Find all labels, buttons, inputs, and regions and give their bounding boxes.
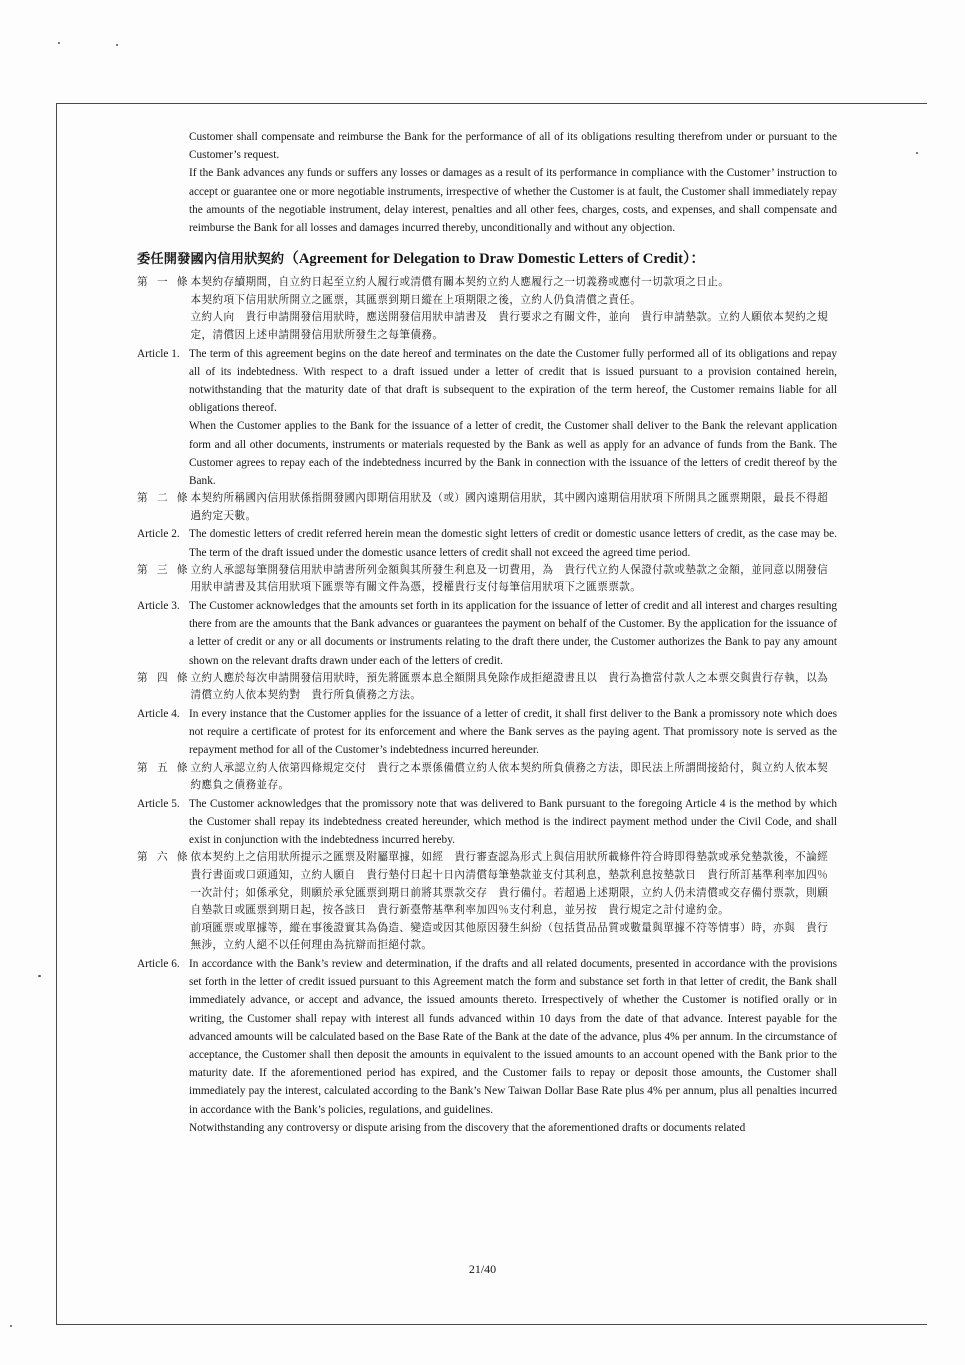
- section-title: [137, 249, 837, 270]
- article-en-paragraph: When the Customer applies to the Bank for the issuance of a letter of credit, the Customer shall deliver to the Bank the relevant application form and all other documents, instruments or materials requested by the Bank as well as apply for an advance of funds from the Bank. The Customer agrees to repay each of the indebtedness incurred by the Bank in connection with the issuance of the letters of credit thereof by the Bank.: [189, 420, 837, 488]
- article-en-paragraph: The term of this agreement begins on the date hereof and terminates on the date the Customer fully performed all of its obligations and repay all of its indebtedness. With respect to a draft issued under a letter of credit that is issued pursuant to a provision contained herein, notwithstanding that the maturity date of that draft is subsequent to the expiration of the term hereof, the Customer remains liable for all obligations thereof.: [189, 347, 837, 415]
- article-zh-paragraph: 立約人向 貴行申請開發信用狀時，應送開發信用狀申請書及 貴行要求之有關文件，並向 貴行申請墊款。立約人願依本契約之規定，清償因上述申請開發信用狀所發生之每筆債務。: [190, 311, 829, 341]
- article-en-paragraph: The domestic letters of credit referred herein mean the domestic sight letters of credit or domestic usance letters of credit, as the case may be. The term of the draft issued under the domestic usance letters of credit shall not exceed the agreed time period.: [189, 528, 837, 559]
- article-en-block: [137, 795, 837, 850]
- article-zh-paragraph: 前項匯票或單據等，縱在事後證實其為偽造、變造或因其他原因發生糾紛（包括貨品品質或數量與單據不符等情事）時，亦與 貴行無涉，立約人絕不以任何理由為抗辯而拒絕付款。: [190, 921, 829, 952]
- article-zh-block: [137, 490, 837, 525]
- article-zh-block: [137, 670, 837, 705]
- article-zh-block: [137, 562, 837, 597]
- article-en-label: Article 2.: [137, 528, 180, 541]
- article-zh-paragraph: 本契約所稱國內信用狀係指開發國內即期信用狀及（或）國內遠期信用狀，其中國內遠期信用狀項下所開具之匯票期限，最長不得超過約定天數。: [190, 492, 829, 522]
- article-zh-label: 第 五 條: [137, 761, 191, 774]
- article-zh-block: [137, 849, 840, 955]
- article-en-paragraph: The Customer acknowledges that the amounts set forth in its application for the issuance of letter of credit and all interest and charges resulting there from are the amounts that the Bank advances or guarantees the payment on behalf of the Customer. By the application for the issuance of a letter of credit or any or all documents or instruments relating to the draft there under, the Customer authorizes the Bank to pay any amount shown on the relevant drafts drawn under each of the letters of credit.: [189, 600, 837, 667]
- article-en-block: [137, 955, 837, 1137]
- article-en-block: [137, 525, 837, 561]
- article-en-paragraph: Notwithstanding any controversy or dispute arising from the discovery that the aforementioned drafts or documents related: [189, 1121, 746, 1134]
- article-en-label: Article 1.: [137, 347, 180, 360]
- article-zh-label: 第 四 條: [137, 671, 191, 684]
- article-zh-paragraph: 立約人應於每次申請開發信用狀時，預先將匯票本息全額開具免除作成拒絕證書且以 貴行為擔當付款人之本票交與貴行存執，以為清償立約人依本契約對 貴行所負債務之方法。: [190, 671, 829, 702]
- page-number: 21/40: [468, 1262, 497, 1276]
- article-en-paragraph: The Customer acknowledges that the promissory note that was delivered to Bank pursuant to the foregoing Article 4 is the method by which the Customer shall repay its indebtedness created hereunder, which method is the indirect payment method under the Civil Code, and shall exist in conjunction with the indebtedness incurred hereby.: [189, 797, 837, 847]
- article-zh-paragraph: 立約人承認每筆開發信用狀申請書所列金額與其所發生利息及一切費用，為 貴行代立約人保證付款或墊款之金額，並同意以開發信用狀申請書及其信用狀項下匯票等有關文件為憑，授權貴行支付每筆信用狀項下之匯票票款。: [190, 563, 829, 594]
- article-zh-label: 第 六 條: [137, 851, 191, 864]
- article-en-paragraph: In accordance with the Bank’s review and determination, if the drafts and all related documents, presented in accordance with the provisions set forth in the letter of credit issued pursuant to this Agreement match the form and substance set forth in that letter of credit, the Bank shall immediately advance, or accept and advance, the issued amounts thereto. Irrespectively of whether the Customer is notified orally or in writing, the Customer shall repay with interest all funds advanced within 10 days from the date of that advance. Interest payable for the advanced amounts will be calculated based on the Base Rate of the Bank at the date of the advance, plus 4% per annum. In the circumstance of acceptance, the Customer shall then deposit the amounts in equivalent to the issued amounts to an account opened with the Bank prior to the maturity date. If the aforementioned period has expired, and the Customer fails to repay or deposit those amounts, the Customer shall immediately pay the interest, calculated according to the Bank’s New Taiwan Dollar Base Rate plus 4% per annum, plus all penalties incurred in accordance with the Bank’s policies, regulations, and guidelines.: [189, 957, 837, 1116]
- intro-paragraph: Customer shall compensate and reimburse the Bank for the performance of all of its obligations resulting therefrom under or pursuant to the Customer’s request.: [189, 131, 837, 162]
- article-zh-block: [137, 760, 837, 795]
- article-zh-paragraph: 本契約存續期間，自立約日起至立約人履行或清償有關本契約立約人應履行之一切義務或應付一切款項之日止。: [190, 276, 730, 289]
- intro-paragraph: If the Bank advances any funds or suffers any losses or damages as a result of its performance in compliance with the Customer’ instruction to accept or guarantee one or more negotiable instruments, irrespective of whether the Customer is at fault, the Customer shall immediately repay the amounts of the negotiable instrument, delay interest, penalties and all other fees, charges, costs, and expenses, and shall compensate and reimburse the Bank for all losses and damages incurred thereby, unconditionally and without any objection.: [189, 167, 837, 235]
- section-title-en: （Agreement for Delegation to Draw Domestic Letters of Credit）：: [284, 251, 705, 268]
- article-zh-paragraph: 立約人承認立約人依第四條規定交付 貴行之本票係備償立約人依本契約所負債務之方法，即民法上所謂間接給付，與立約人依本契約應負之債務並存。: [190, 761, 829, 792]
- article-en-block: [137, 345, 837, 491]
- document-body: [137, 128, 840, 1137]
- article-zh-label: 第 一 條: [137, 276, 191, 289]
- article-zh-paragraph: 本契約項下信用狀所開立之匯票，其匯票到期日縱在上項期限之後，立約人仍負清償之責任。: [190, 293, 642, 306]
- intro-section: [189, 128, 837, 237]
- section-title-zh: 委任開發國內信用狀契約: [137, 252, 285, 268]
- article-en-paragraph: In every instance that the Customer applies for the issuance of a letter of credit, it shall first deliver to the Bank a promissory note which does not require a certificate of protest for its enforcement and where the Bank serves as the paying agent. That promissory note is served as the repayment method for all of the Customer’s indebtedness incurred hereunder.: [189, 708, 837, 757]
- article-zh-block: [137, 274, 837, 344]
- article-en-block: [137, 705, 837, 760]
- article-en-label: Article 6.: [137, 957, 180, 970]
- article-en-label: Article 5.: [137, 797, 180, 810]
- article-en-block: [137, 597, 837, 670]
- article-en-label: Article 4.: [137, 708, 180, 720]
- article-en-label: Article 3.: [137, 600, 180, 612]
- article-zh-paragraph: 依本契約上之信用狀所提示之匯票及附屬單據，如經 貴行審查認為形式上與信用狀所載條件符合時即得墊款或承兌墊款後，不論經 貴行書面或口頭通知，立約人願自 貴行墊付日起十日內清償每筆墊款並支付其利息，墊款利息按墊款日 貴行所訂基準利率加四％一次計付；如係承兌，則願於承兌匯票到期日前將其票款交存 貴行備付。若超過上述期限，立約人仍未清償或交存備付票款，則願自墊款日或匯票到期日起，按各該日 貴行新臺幣基準利率加四％支付利息，並另按 貴行規定之計付違約金。: [190, 851, 840, 917]
- article-zh-label: 第 二 條: [137, 492, 191, 505]
- articles-list: [137, 274, 840, 1137]
- article-zh-label: 第 三 條: [137, 563, 191, 576]
